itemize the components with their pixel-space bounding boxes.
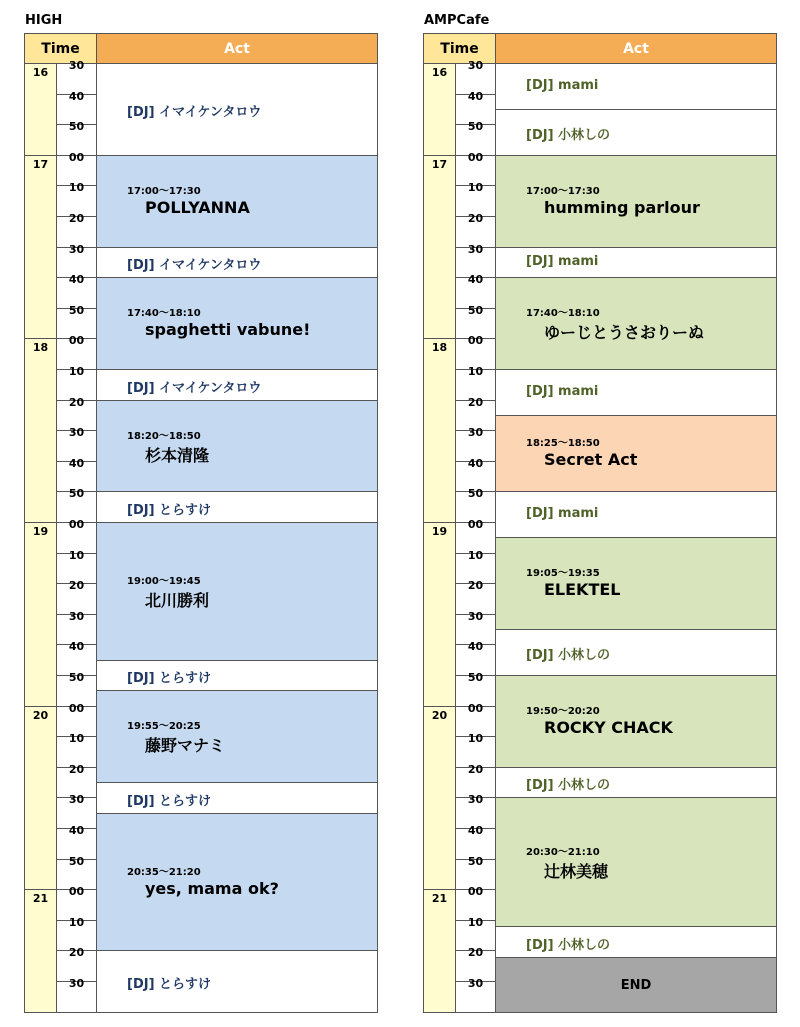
act-time: 19:00～19:45 (127, 576, 201, 587)
dj-slot (495, 369, 777, 416)
hour-label: 19 (431, 525, 448, 538)
minute-label: 50 (467, 854, 484, 868)
dj-slot (96, 491, 378, 523)
dj-name: [DJ] とらすけ (127, 502, 212, 518)
dj-name: [DJ] mami (526, 384, 599, 399)
dj-slot (96, 63, 378, 156)
act-time: 19:55～20:25 (127, 721, 201, 732)
act-name: 辻林美穂 (544, 861, 609, 881)
minute-label: 30 (68, 792, 85, 806)
act-slot (96, 400, 378, 492)
dj-slot (495, 109, 777, 156)
hour-cell (423, 706, 456, 890)
act-time: 20:35～21:20 (127, 866, 201, 878)
minute-label: 30 (467, 58, 484, 72)
hour-label: 18 (32, 341, 49, 354)
hour-label: 17 (431, 158, 448, 171)
hour-cell (24, 522, 57, 707)
act-name: 北川勝利 (145, 591, 210, 610)
hour-cell (24, 338, 57, 523)
dj-slot (495, 491, 777, 538)
act-time: 18:20～18:50 (127, 430, 201, 442)
act-slot (495, 155, 777, 248)
dj-name: [DJ] mami (526, 78, 599, 93)
minute-label: 20 (467, 578, 484, 592)
minute-label: 00 (68, 701, 85, 715)
minute-label: 40 (467, 639, 484, 653)
minute-label: 10 (68, 180, 85, 194)
hour-label: 20 (431, 709, 448, 722)
minute-label: 10 (68, 731, 85, 745)
dj-slot (495, 247, 777, 278)
hour-cell (24, 889, 57, 1013)
act-slot (96, 690, 378, 783)
minute-label: 50 (467, 119, 484, 133)
dj-name: [DJ] 小林しの (526, 128, 611, 143)
minute-label: 50 (68, 119, 85, 133)
dj-name: [DJ] イマイケンタロウ (127, 105, 262, 120)
minute-label: 10 (68, 364, 85, 378)
minute-label: 50 (467, 486, 484, 500)
venue-title-ampcafe: AMPCafe (424, 13, 490, 28)
minute-label: 30 (467, 242, 484, 256)
minute-label: 50 (68, 670, 85, 684)
act-name: ゆーじとうさおりーぬ (544, 323, 705, 342)
minute-label: 50 (68, 303, 85, 317)
dj-slot (495, 629, 777, 676)
minute-label: 40 (68, 89, 85, 103)
dj-name: [DJ] イマイケンタロウ (127, 258, 262, 273)
dj-name: [DJ] 小林しの (526, 778, 611, 793)
act-name: Secret Act (544, 450, 638, 469)
hour-cell (24, 155, 57, 339)
minute-label: 30 (68, 242, 85, 256)
hour-label: 19 (32, 525, 49, 538)
act-time: 17:00～17:30 (526, 186, 600, 197)
dj-name: [DJ] 小林しの (526, 648, 611, 663)
dj-name: [DJ] 小林しの (526, 937, 611, 953)
minute-label: 30 (68, 976, 85, 990)
act-name: ELEKTEL (544, 580, 621, 599)
minute-label: 40 (68, 823, 85, 837)
act-time: 20:30～21:10 (526, 846, 600, 858)
hour-label: 17 (32, 158, 49, 171)
dj-slot (96, 782, 378, 814)
minute-label: 10 (467, 180, 484, 194)
act-slot (495, 797, 777, 927)
minute-label: 20 (68, 211, 85, 225)
minute-label: 10 (68, 915, 85, 929)
minute-label: 50 (467, 303, 484, 317)
minute-label: 50 (68, 486, 85, 500)
minute-label: 20 (467, 395, 484, 409)
act-slot (96, 155, 378, 248)
minute-label: 00 (467, 517, 484, 531)
hour-label: 16 (32, 66, 49, 79)
minute-label: 00 (68, 150, 85, 164)
minute-label: 10 (68, 548, 85, 562)
minute-label: 30 (467, 976, 484, 990)
minute-label: 30 (68, 58, 85, 72)
minute-label: 30 (68, 609, 85, 623)
minute-label: 20 (68, 578, 85, 592)
end-cell: END (495, 957, 777, 1013)
dj-slot (96, 369, 378, 401)
act-slot (495, 277, 777, 370)
minute-label: 40 (467, 456, 484, 470)
header-time: Time (24, 33, 97, 64)
minute-label: 00 (467, 333, 484, 347)
act-name: 杉本清隆 (145, 445, 210, 465)
dj-name: [DJ] とらすけ (127, 671, 212, 686)
header-act: Act (495, 33, 777, 64)
minute-label: 20 (68, 395, 85, 409)
minute-label: 40 (467, 89, 484, 103)
hour-cell (24, 706, 57, 890)
dj-slot (96, 660, 378, 691)
act-time: 19:50～20:20 (526, 706, 600, 717)
act-name: humming parlour (544, 198, 700, 217)
minute-label: 20 (68, 762, 85, 776)
header-act: Act (96, 33, 378, 64)
act-slot (495, 675, 777, 768)
hour-cell (423, 889, 456, 1013)
dj-slot (495, 926, 777, 958)
dj-slot (96, 950, 378, 1013)
minute-label: 00 (467, 701, 484, 715)
minute-label: 30 (467, 609, 484, 623)
minute-label: 00 (467, 884, 484, 898)
act-name: POLLYANNA (145, 198, 250, 217)
act-name: ROCKY CHACK (544, 718, 673, 737)
act-slot (495, 537, 777, 630)
dj-name: [DJ] mami (526, 506, 599, 521)
act-name: 藤野マナミ (145, 736, 226, 755)
minute-label: 40 (68, 639, 85, 653)
minute-label: 00 (68, 884, 85, 898)
hour-label: 16 (431, 66, 448, 79)
minute-label: 30 (467, 425, 484, 439)
act-slot (96, 522, 378, 661)
header-time: Time (423, 33, 496, 64)
hour-cell (423, 338, 456, 523)
minute-label: 20 (68, 945, 85, 959)
act-slot (495, 415, 777, 492)
minute-label: 00 (467, 150, 484, 164)
act-name: yes, mama ok? (145, 878, 279, 898)
act-time: 17:40～18:10 (127, 308, 201, 319)
minute-label: 10 (467, 364, 484, 378)
minute-label: 10 (467, 548, 484, 562)
act-name: spaghetti vabune! (145, 320, 311, 339)
minute-label: 20 (467, 762, 484, 776)
act-time: 17:00～17:30 (127, 186, 201, 197)
act-slot (96, 277, 378, 370)
minute-label: 50 (467, 670, 484, 684)
dj-name: [DJ] イマイケンタロウ (127, 380, 262, 396)
minute-label: 40 (467, 823, 484, 837)
minute-label: 10 (467, 915, 484, 929)
minute-label: 30 (68, 425, 85, 439)
minute-label: 40 (467, 272, 484, 286)
act-time: 18:25～18:50 (526, 438, 600, 449)
minute-label: 40 (68, 456, 85, 470)
minute-label: 10 (467, 731, 484, 745)
minute-label: 00 (68, 517, 85, 531)
minute-label: 50 (68, 854, 85, 868)
minute-label: 20 (467, 945, 484, 959)
dj-slot (96, 247, 378, 278)
hour-label: 21 (431, 892, 448, 905)
hour-label: 21 (32, 892, 49, 905)
minute-label: 30 (467, 792, 484, 806)
dj-name: [DJ] mami (526, 254, 599, 269)
hour-cell (423, 522, 456, 707)
hour-label: 20 (32, 709, 49, 722)
hour-label: 18 (431, 341, 448, 354)
dj-name: [DJ] とらすけ (127, 793, 212, 809)
act-time: 19:05～19:35 (526, 568, 600, 579)
dj-name: [DJ] とらすけ (127, 977, 212, 992)
act-time: 17:40～18:10 (526, 308, 600, 319)
minute-label: 20 (467, 211, 484, 225)
dj-slot (495, 63, 777, 110)
dj-slot (495, 767, 777, 798)
hour-cell (423, 155, 456, 339)
act-slot (96, 813, 378, 951)
minute-label: 00 (68, 333, 85, 347)
minute-label: 40 (68, 272, 85, 286)
venue-title-high: HIGH (25, 13, 63, 28)
